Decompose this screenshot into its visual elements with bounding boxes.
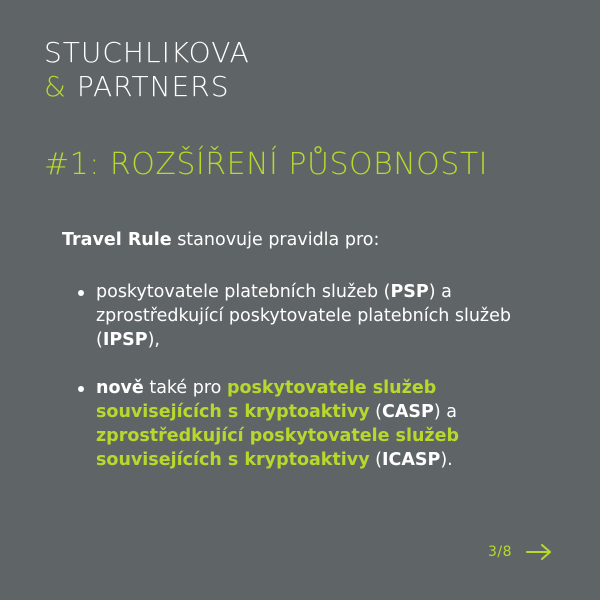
slide-title: #1: ROZŠÍŘENÍ PŮSOBNOSTI	[44, 147, 489, 182]
bullet-dot	[78, 290, 84, 296]
item-abbr: PSP	[390, 282, 429, 302]
logo-line-2-text: PARTNERS	[76, 70, 230, 103]
item-text: také pro	[143, 378, 227, 398]
item-text: (	[369, 402, 382, 422]
arrow-right-icon[interactable]	[526, 544, 552, 560]
item-abbr: CASP	[382, 402, 434, 422]
item-highlight: zprostředkující poskytovatele služeb souvisejících s kryptoaktivy	[96, 426, 459, 470]
intro-text	[62, 228, 379, 252]
logo-line-1: STUCHLIKOVA	[44, 36, 250, 69]
brand-logo	[44, 36, 250, 104]
logo-line-2	[44, 70, 250, 104]
item-bold: nově	[96, 378, 144, 398]
intro-rest: stanovuje pravidla pro:	[171, 230, 380, 250]
logo-ampersand: &	[44, 70, 67, 103]
item-text: ) a zprostředkující poskytovatele platebních služeb (	[96, 282, 511, 350]
list-item	[78, 280, 548, 352]
page-indicator: 3/8	[488, 544, 513, 560]
bullet-list	[78, 280, 548, 472]
item-text: ),	[147, 330, 160, 350]
list-item	[78, 376, 548, 472]
item-abbr: IPSP	[102, 330, 148, 350]
item-text: ) a	[433, 402, 457, 422]
item-text: poskytovatele platebních služeb (	[96, 282, 391, 302]
item-highlight: poskytovatele služeb souvisejících s kryptoaktivy	[96, 378, 437, 422]
item-abbr: ICASP	[382, 450, 441, 470]
pagination	[488, 544, 552, 560]
item-text: ).	[440, 450, 453, 470]
intro-bold: Travel Rule	[62, 230, 172, 250]
item-text: (	[369, 450, 382, 470]
bullet-dot	[78, 386, 84, 392]
